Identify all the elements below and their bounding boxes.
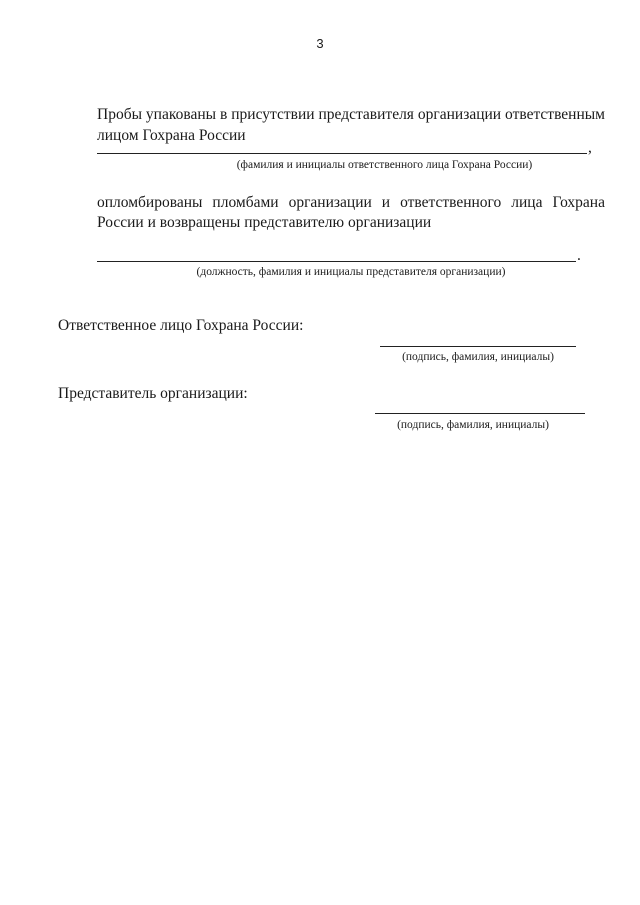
sealing-statement-line-1: опломбированы пломбами организации и ответственного лица Гохрана [97, 194, 605, 211]
organization-rep-fill-line [97, 261, 576, 262]
sealing-statement-line-2: России и возвращены представителю организации [97, 214, 432, 231]
packing-statement-line-2: лицом Гохрана России [97, 127, 246, 144]
page-number: 3 [316, 36, 324, 51]
responsible-person-fill-line [97, 153, 587, 154]
signature-label-gokhran: Ответственное лицо Гохрана России: [58, 317, 304, 334]
signature-line-gokhran [380, 346, 576, 347]
signature-line-organization [375, 413, 585, 414]
signature-label-organization: Представитель организации: [58, 385, 248, 402]
responsible-person-hint: (фамилия и инициалы ответственного лица Гохрана России) [236, 159, 533, 171]
packing-statement-line-1: Пробы упакованы в присутствии представителя организации ответственным [97, 106, 605, 123]
signature-hint-organization: (подпись, фамилия, инициалы) [397, 419, 549, 431]
fill-line-period: . [577, 247, 581, 264]
signature-hint-gokhran: (подпись, фамилия, инициалы) [402, 351, 554, 363]
fill-line-comma: , [588, 139, 592, 156]
organization-rep-hint: (должность, фамилия и инициалы представителя организации) [196, 266, 506, 278]
